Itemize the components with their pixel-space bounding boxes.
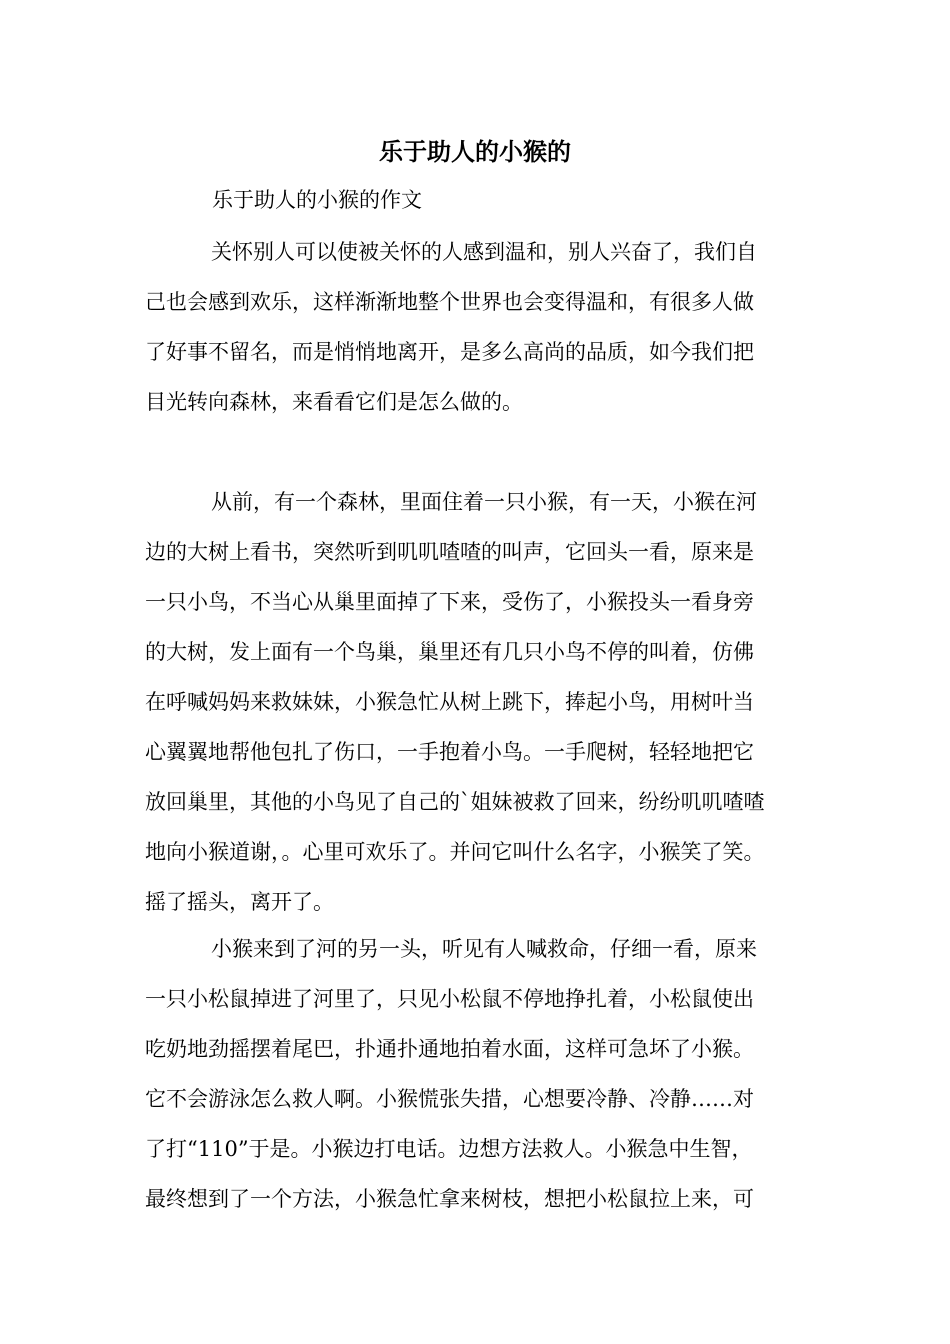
paragraph-line: 了打“110”于是。小猴边打电话。边想方法救人。小猴急中生智， bbox=[145, 1137, 753, 1161]
paragraph-line: 小猴来到了河的另一头，听见有人喊救命，仔细一看，原来 bbox=[211, 937, 757, 961]
paragraph-line: 放回巢里，其他的小鸟见了自己的`姐妹被救了回来，纷纷叽叽喳喳 bbox=[145, 790, 765, 814]
paragraph-line: 地向小猴道谢，。心里可欢乐了。并问它叫什么名字，小猴笑了笑。 bbox=[145, 840, 765, 864]
paragraph-line: 心翼翼地帮他包扎了伤口，一手抱着小鸟。一手爬树，轻轻地把它 bbox=[145, 740, 754, 764]
document-subtitle: 乐于助人的小猴的作文 bbox=[212, 188, 422, 212]
paragraph-line: 摇了摇头，离开了。 bbox=[145, 890, 334, 914]
paragraph-line: 从前，有一个森林，里面住着一只小猴，有一天，小猴在河 bbox=[211, 490, 757, 514]
paragraph-line: 己也会感到欢乐，这样渐渐地整个世界也会变得温和，有很多人做 bbox=[145, 290, 754, 314]
paragraph-line: 目光转向森林，来看看它们是怎么做的。 bbox=[145, 390, 523, 414]
paragraph-line: 的大树，发上面有一个鸟巢，巢里还有几只小鸟不停的叫着，仿佛 bbox=[145, 640, 754, 664]
paragraph-line: 它不会游泳怎么救人啊。小猴慌张失措，心想要冷静、冷静……对 bbox=[145, 1087, 754, 1111]
paragraph-line: 在呼喊妈妈来救妹妹，小猴急忙从树上跳下，捧起小鸟，用树叶当 bbox=[145, 690, 754, 714]
paragraph-line: 一只小松鼠掉进了河里了，只见小松鼠不停地挣扎着，小松鼠使出 bbox=[145, 987, 754, 1011]
document-title: 乐于助人的小猴的 bbox=[379, 137, 571, 166]
paragraph-line: 了好事不留名，而是悄悄地离开，是多么高尚的品质，如今我们把 bbox=[145, 340, 754, 364]
paragraph-line: 一只小鸟，不当心从巢里面掉了下来，受伤了，小猴投头一看身旁 bbox=[145, 590, 754, 614]
paragraph-line: 最终想到了一个方法，小猴急忙拿来树枝，想把小松鼠拉上来，可 bbox=[145, 1187, 754, 1211]
paragraph-squirrel-story bbox=[145, 924, 825, 1224]
paragraph-line: 吃奶地劲摇摆着尾巴，扑通扑通地拍着水面，这样可急坏了小猴。 bbox=[145, 1037, 754, 1061]
paragraph-line: 关怀别人可以使被关怀的人感到温和，别人兴奋了，我们自 bbox=[211, 240, 757, 264]
paragraph-bird-story bbox=[145, 477, 825, 927]
paragraph-intro bbox=[145, 227, 825, 427]
paragraph-line: 边的大树上看书，突然听到叽叽喳喳的叫声，它回头一看，原来是 bbox=[145, 540, 754, 564]
